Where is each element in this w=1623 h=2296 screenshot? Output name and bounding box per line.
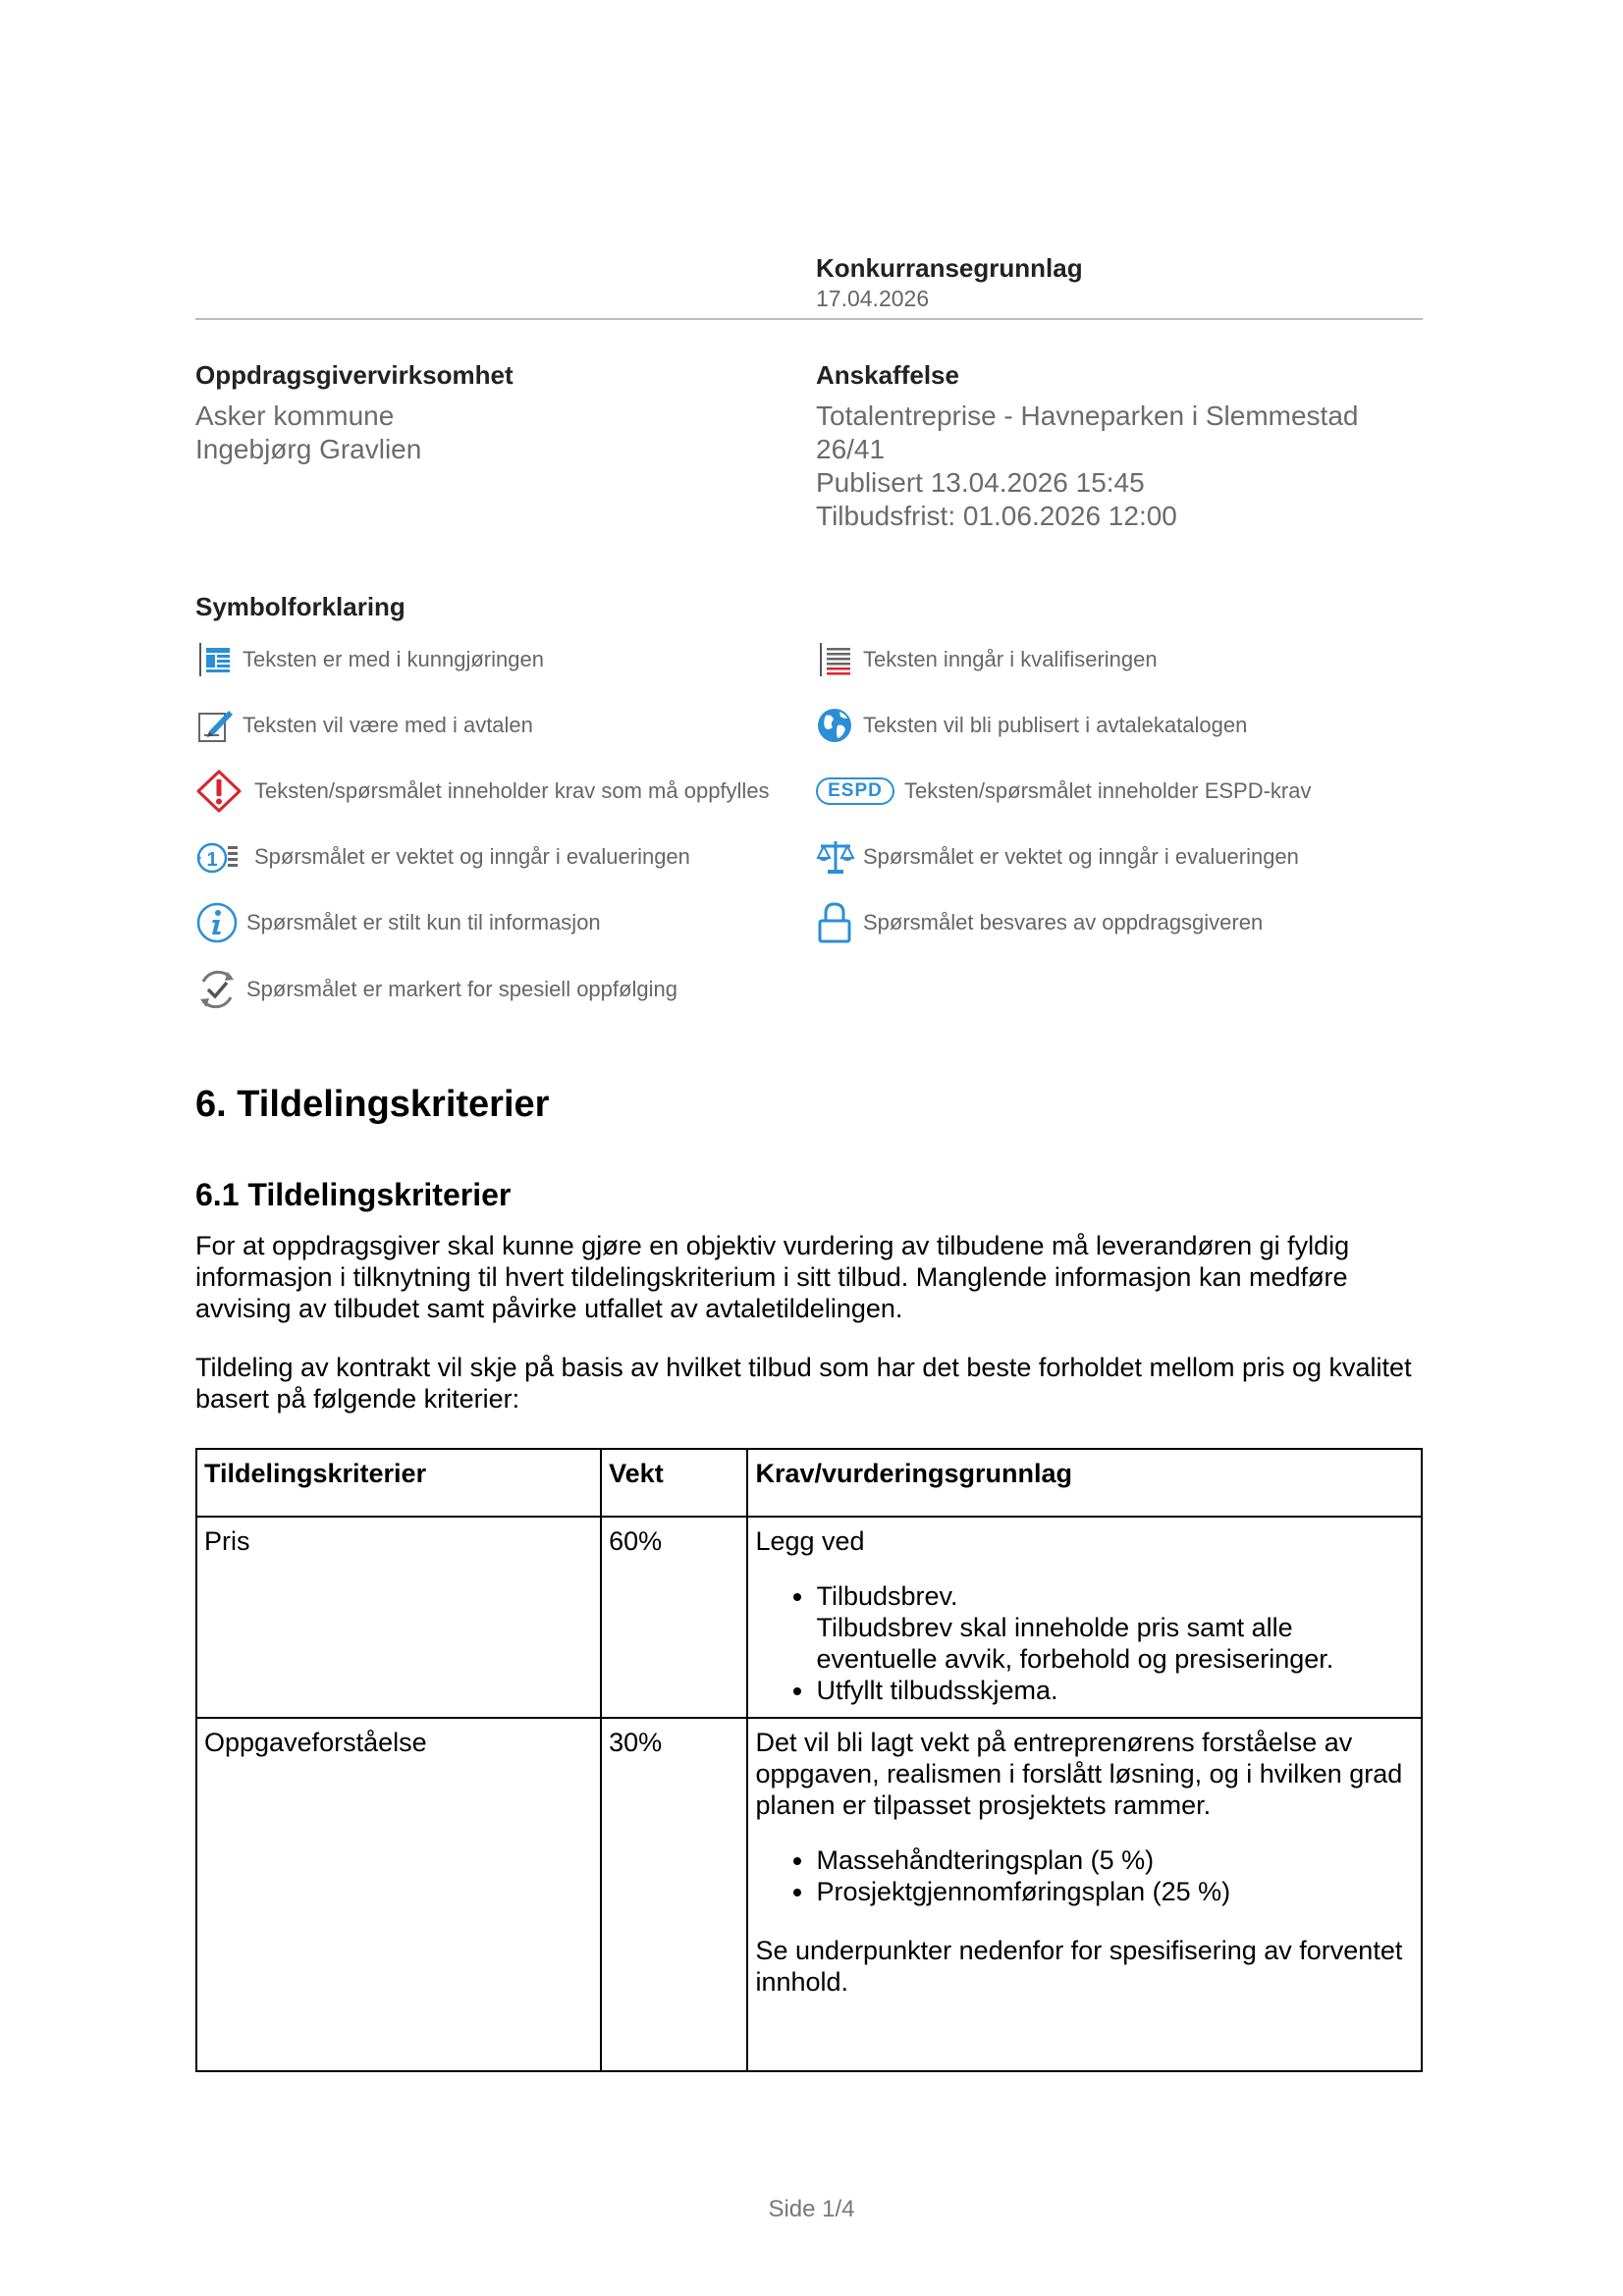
warning-diamond-icon (195, 770, 243, 813)
legend-text: Spørsmålet besvares av oppdragsgiveren (863, 910, 1264, 934)
spacer (755, 1907, 1414, 1935)
weight-cell: 60% (601, 1517, 747, 1718)
contract-edit-icon (195, 704, 243, 747)
table-header-row (196, 1449, 1422, 1517)
legend-text: Teksten inngår i kvalifiseringen (863, 647, 1158, 671)
legend-title: Symbolforklaring (195, 592, 406, 621)
espd-badge-icon: ESPD (816, 777, 894, 805)
announcement-icon (195, 638, 243, 681)
globe-icon (816, 704, 863, 747)
svg-text:1: 1 (206, 849, 218, 871)
list-item-text: Tilbudsbrev. (816, 1581, 958, 1611)
legend-text: Teksten/spørsmålet inneholder krav som må oppfylles (254, 778, 770, 803)
section-heading: 6. Tildelingskriterier (195, 1084, 550, 1125)
table-row (196, 1718, 1422, 2071)
list-item (816, 1580, 1414, 1675)
weighted-list-icon (195, 835, 243, 879)
basis-list (755, 1580, 1414, 1706)
legend-item (195, 638, 544, 681)
basis-cell (747, 1718, 1422, 2071)
legend-text: Spørsmålet er vektet og inngår i evalueringen (254, 844, 690, 869)
legend-text: Spørsmålet er markert for spesiell oppfølging (246, 977, 677, 1001)
table-row (196, 1517, 1422, 1718)
procurement-published: Publisert 13.04.2026 15:45 (816, 467, 1145, 498)
legend-text: Teksten er med i kunngjøringen (243, 647, 544, 671)
subsection-heading: 6.1 Tildelingskriterier (195, 1177, 512, 1212)
table-header-weight: Vekt (601, 1449, 747, 1517)
basis-intro: Det vil bli lagt vekt på entreprenørens forståelse av oppgaven, realismen i forslått løsning, og i hvilken grad planen er tilpasset prosjektets rammer. (755, 1728, 1403, 1820)
client-contact: Ingebjørg Gravlien (195, 434, 422, 464)
legend-item (195, 835, 690, 879)
basis-list (755, 1844, 1414, 1907)
procurement-reference: 26/41 (816, 434, 886, 464)
intro-paragraph: For at oppdragsgiver skal kunne gjøre en objektiv vurdering av tilbudene må leverandøren gi fyldig informasjon i tilknytning til hvert tildelingskriterium i sitt tilbud. Manglende informasjon kan medføre avvising av tilbudet samt påvirke utfallet av avtaletildelingen. (195, 1231, 1350, 1323)
legend-item (195, 968, 677, 1011)
lock-icon (816, 901, 863, 944)
legend-item (816, 770, 1312, 813)
legend-item (816, 704, 1247, 747)
document-date: 17.04.2026 (816, 286, 930, 311)
criteria-table (195, 1448, 1423, 2072)
table-header-basis: Krav/vurderingsgrunnlag (747, 1449, 1422, 1517)
basis-intro: Legg ved (755, 1526, 865, 1556)
legend-text: Spørsmålet er vektet og inngår i evalueringen (863, 844, 1299, 869)
award-paragraph: Tildeling av kontrakt vil skje på basis av hvilket tilbud som har det beste forholdet mellom pris og kvalitet basert på følgende kriterier: (195, 1353, 1412, 1414)
info-icon (195, 901, 243, 944)
legend-item (816, 638, 1158, 681)
scales-icon (816, 835, 863, 879)
legend-text: Teksten/spørsmålet inneholder ESPD-krav (904, 778, 1312, 803)
criterion-cell: Pris (196, 1517, 601, 1718)
list-item-detail: Tilbudsbrev skal inneholde pris samt alle eventuelle avvik, forbehold og presiseringer. (816, 1613, 1334, 1674)
list-item: • Massehåndteringsplan (5 %) (816, 1844, 1414, 1876)
weight-cell: 30% (601, 1718, 747, 2071)
client-heading: Oppdragsgivervirksomhet (195, 360, 514, 390)
qualification-icon (816, 638, 863, 681)
legend-item (195, 901, 601, 944)
procurement-deadline: Tilbudsfrist: 01.06.2026 12:00 (816, 501, 1177, 531)
header-divider (195, 318, 1423, 320)
page-number: Side 1/4 (768, 2196, 855, 2222)
document-title: Konkurransegrunnlag (816, 253, 1083, 283)
procurement-heading: Anskaffelse (816, 360, 959, 390)
procurement-name: Totalentreprise - Havneparken i Slemmestad (816, 400, 1359, 431)
legend-item (816, 901, 1263, 944)
criterion-cell: Oppgaveforståelse (196, 1718, 601, 2071)
table-header-criterion: Tildelingskriterier (196, 1449, 601, 1517)
basis-cell (747, 1517, 1422, 1718)
client-name: Asker kommune (195, 400, 395, 431)
legend-text: Spørsmålet er stilt kun til informasjon (246, 910, 601, 934)
legend-item (816, 835, 1299, 879)
basis-outro: Se underpunkter nedenfor for spesifisering av forventet innhold. (755, 1936, 1403, 1997)
legend-text: Teksten vil være med i avtalen (243, 713, 533, 737)
followup-check-icon (195, 968, 243, 1011)
legend-item (195, 704, 533, 747)
list-item: • Utfyllt tilbudsskjema. (816, 1675, 1414, 1706)
list-item: • Prosjektgjennomføringsplan (25 %) (816, 1876, 1414, 1907)
legend-text: Teksten vil bli publisert i avtalekatalogen (863, 713, 1248, 737)
legend-item (195, 770, 770, 813)
